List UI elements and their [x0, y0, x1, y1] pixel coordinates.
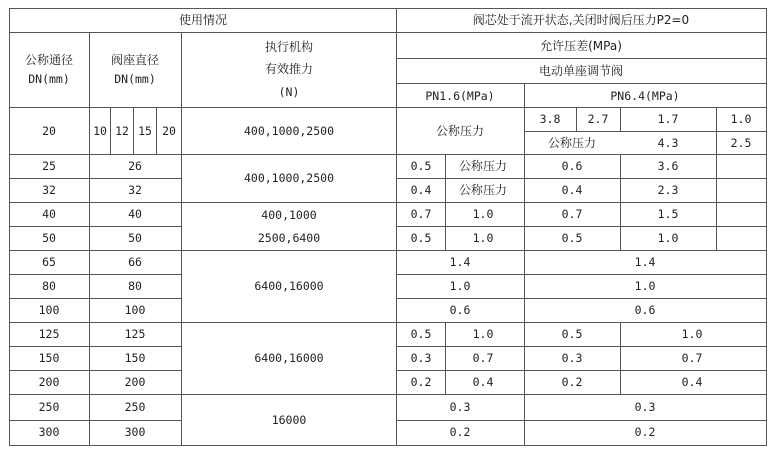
valve-type-header: 电动单座调节阀	[538, 64, 624, 78]
table-row-p2: 1.0	[472, 327, 494, 341]
table-row-pn64: 1.4	[634, 255, 656, 269]
table-row-p3: 0.6	[561, 159, 583, 173]
seat-dn-unit: DN(mm)	[114, 72, 156, 86]
row20-force: 400,1000,2500	[243, 124, 335, 138]
actuator-header-line1: 执行机构	[264, 40, 314, 54]
table-row-seat: 80	[128, 279, 142, 293]
table-row-seat: 40	[128, 207, 142, 221]
table-row-p1: 0.5	[410, 159, 432, 173]
table-row-seat: 100	[124, 303, 146, 317]
table-row-dn: 150	[38, 351, 60, 365]
table-row-p4: 1.0	[681, 327, 703, 341]
row20-seat-4: 20	[162, 124, 176, 138]
table-row-dn: 80	[42, 279, 56, 293]
force-group-40-50-b: 2500,6400	[257, 231, 321, 245]
table-row-p3: 0.5	[561, 231, 583, 245]
actuator-unit: (N)	[278, 85, 300, 99]
table-row-dn: 300	[38, 425, 60, 439]
table-row-p4: 0.4	[681, 375, 703, 389]
row20-seat-1: 10	[93, 124, 107, 138]
row20-seat-3: 15	[138, 124, 152, 138]
force-group-65-100: 6400,16000	[254, 279, 324, 293]
table-row-p3: 0.5	[561, 327, 583, 341]
table-row-p3: 0.7	[561, 207, 583, 221]
table-row-p3: 0.2	[561, 375, 583, 389]
table-row-p1: 0.5	[410, 231, 432, 245]
table-row-pn64: 0.3	[634, 400, 656, 414]
table-row-seat: 125	[124, 327, 146, 341]
table-row-p4: 0.7	[681, 351, 703, 365]
table-row-pn64: 1.0	[634, 279, 656, 293]
row20-pn16: 公称压力	[435, 124, 485, 138]
table-row-p4: 3.6	[657, 159, 679, 173]
nominal-diameter-header: 公称通径	[24, 53, 74, 67]
nominal-dn-unit: DN(mm)	[28, 72, 70, 86]
table-row-p2: 0.7	[472, 351, 494, 365]
row20-seat-2: 12	[115, 124, 129, 138]
table-row-pn16: 1.4	[449, 255, 471, 269]
force-group-25-32: 400,1000,2500	[243, 171, 335, 185]
table-row-p2: 0.4	[472, 375, 494, 389]
allowed-dp-header: 允许压差(MPa)	[540, 39, 622, 53]
table-row-dn: 200	[38, 375, 60, 389]
seat-diameter-header: 阀座直径	[110, 53, 160, 67]
table-row-dn: 50	[42, 231, 56, 245]
table-row-seat: 300	[124, 425, 146, 439]
table-row-pn16: 1.0	[449, 279, 471, 293]
table-row-seat: 66	[128, 255, 142, 269]
row20-pn64-d: 1.0	[730, 112, 752, 126]
table-row-dn: 65	[42, 255, 56, 269]
actuator-header-line2: 有效推力	[264, 62, 314, 76]
table-row-p1: 0.3	[410, 351, 432, 365]
table-row-p1: 0.2	[410, 375, 432, 389]
table-row-p4: 1.0	[657, 231, 679, 245]
force-group-40-50-a: 400,1000	[261, 208, 317, 222]
table-row-p3: 0.3	[561, 351, 583, 365]
table-row-p1: 0.4	[410, 183, 432, 197]
table-row-dn: 25	[42, 159, 56, 173]
table-row-seat: 150	[124, 351, 146, 365]
table-row-dn: 32	[42, 183, 56, 197]
table-row-seat: 250	[124, 400, 146, 414]
table-row-dn: 100	[38, 303, 60, 317]
table-row-seat: 32	[128, 183, 142, 197]
table-row-p2: 公称压力	[458, 159, 508, 173]
row20-dn: 20	[42, 124, 56, 138]
table-row-dn: 250	[38, 400, 60, 414]
row20-pn64-f: 2.5	[730, 136, 752, 150]
table-row-p2: 1.0	[472, 207, 494, 221]
table-row-pn64: 0.2	[634, 425, 656, 439]
row20-pn64-c: 1.7	[657, 112, 679, 126]
table-row-pn16: 0.6	[449, 303, 471, 317]
usage-header: 使用情况	[178, 13, 228, 27]
table-row-seat: 50	[128, 231, 142, 245]
force-group-250-300: 16000	[271, 413, 307, 427]
row20-pn64-a: 3.8	[539, 112, 561, 126]
force-group-125-200: 6400,16000	[254, 351, 324, 365]
table-row-p3: 0.4	[561, 183, 583, 197]
row20-pn64-label: 公称压力	[547, 136, 597, 150]
pn64-header: PN6.4(MPa)	[610, 89, 680, 103]
table-row-p4: 1.5	[657, 207, 679, 221]
table-row-pn64: 0.6	[634, 303, 656, 317]
table-row-p2: 1.0	[472, 231, 494, 245]
pn16-header: PN1.6(MPa)	[425, 89, 495, 103]
valve-state-header: 阀芯处于流开状态,关闭时阀后压力P2=0	[472, 13, 690, 27]
table-row-pn16: 0.3	[449, 400, 471, 414]
row20-pn64-e: 4.3	[657, 136, 679, 150]
row20-pn64-b: 2.7	[587, 112, 609, 126]
table-row-p2: 公称压力	[458, 183, 508, 197]
table-row-seat: 200	[124, 375, 146, 389]
table-row-p1: 0.7	[410, 207, 432, 221]
table-row-dn: 40	[42, 207, 56, 221]
table-row-seat: 26	[128, 159, 142, 173]
table-row-pn16: 0.2	[449, 425, 471, 439]
table-row-p4: 2.3	[657, 183, 679, 197]
table-row-p1: 0.5	[410, 327, 432, 341]
table-row-dn: 125	[38, 327, 60, 341]
